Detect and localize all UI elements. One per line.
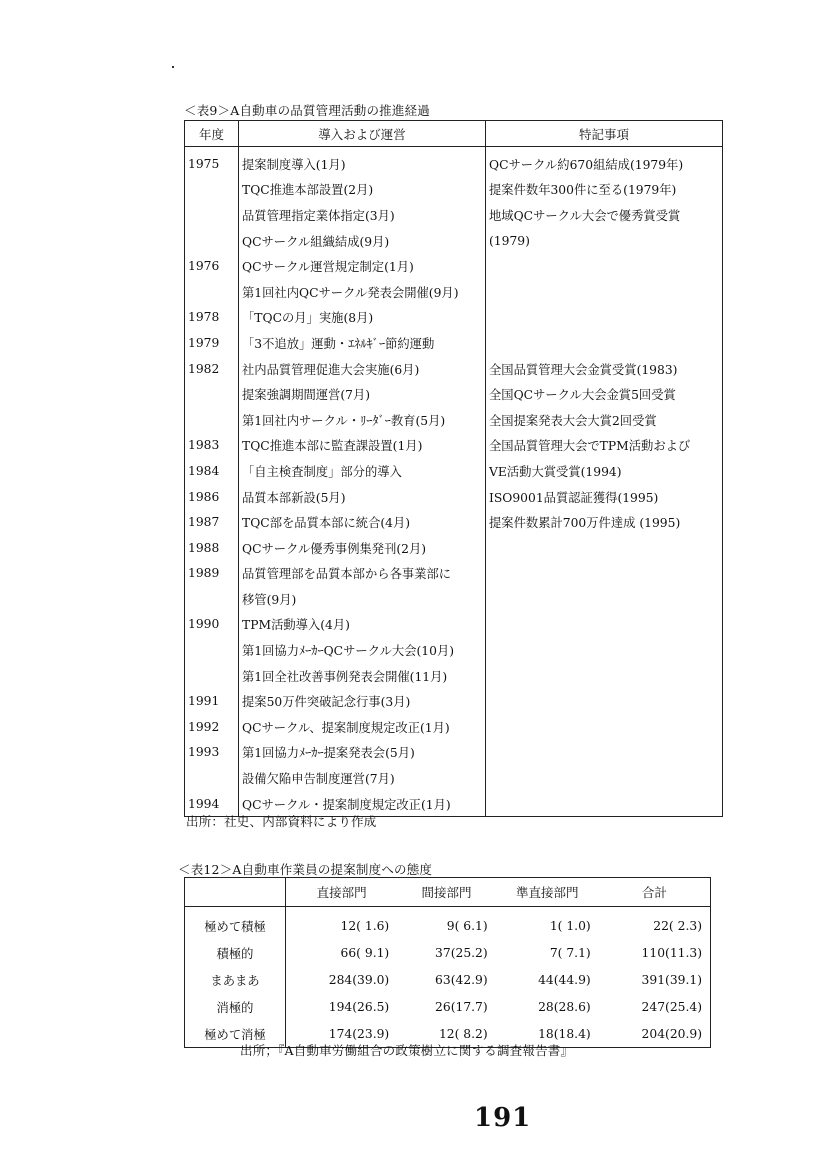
- table9-cell-year: [185, 663, 239, 689]
- table9-row: [185, 356, 723, 382]
- table9-cell-intro: 第1回社内QCサークル発表会開催(9月): [239, 279, 486, 305]
- table9-cell-notes: 全国品質管理大会金賞受賞(1983): [486, 356, 723, 382]
- table9-cell-notes: 全国QCサークル大会金賞5回受賞: [486, 381, 723, 407]
- table9-cell-year: 1983: [185, 433, 239, 459]
- table12-header-indirect: 間接部門: [397, 878, 495, 907]
- table9-cell-intro: 品質管理部を品質本部から各事業部に: [239, 561, 486, 587]
- table9-header-year: 年度: [185, 121, 239, 147]
- table9-cell-notes: VE活動大賞受賞(1994): [486, 458, 723, 484]
- table9-row: [185, 330, 723, 356]
- table9-row: [185, 612, 723, 638]
- table12-row: [185, 966, 711, 993]
- table9-row: [185, 458, 723, 484]
- table9-cell-notes: 全国品質管理大会でTPM活動および: [486, 433, 723, 459]
- table9-cell-year: 1991: [185, 688, 239, 714]
- table9-cell-intro: QCサークル優秀事例集発刊(2月): [239, 535, 486, 561]
- table9-cell-notes: 提案件数累計700万件達成 (1995): [486, 509, 723, 535]
- table9-row: [185, 509, 723, 535]
- table9-header-row: [185, 121, 723, 147]
- table9-row: [185, 407, 723, 433]
- table9-row: [185, 147, 723, 177]
- table12-cell-attitude: まあまあ: [185, 966, 286, 993]
- table9-cell-intro: 「3不追放」運動・ｴﾈﾙｷﾞｰ節約運動: [239, 330, 486, 356]
- table9-cell-intro: 「TQCの月」実施(8月): [239, 305, 486, 331]
- table9-header-intro: 導入および運営: [239, 121, 486, 147]
- table9-cell-intro: TPM活動導入(4月): [239, 612, 486, 638]
- table12-header-total: 合計: [599, 878, 711, 907]
- table12-cell-total: 247(25.4): [599, 993, 711, 1020]
- table9-cell-year: 1975: [185, 147, 239, 177]
- table9-row: [185, 484, 723, 510]
- table9-cell-year: 1988: [185, 535, 239, 561]
- table12-cell-total: 204(20.9): [599, 1020, 711, 1048]
- table12-cell-indirect: 37(25.2): [435, 945, 488, 960]
- table9-cell-year: 1987: [185, 509, 239, 535]
- table9-caption: ＜表9＞A自動車の品質管理活動の推進経過: [184, 103, 430, 118]
- table9-cell-notes: 提案件数年300件に至る(1979年): [486, 177, 723, 203]
- table9-row: [185, 586, 723, 612]
- table12-cell-direct: 66( 9.1): [340, 945, 390, 960]
- table9-cell-notes: [486, 637, 723, 663]
- table9-row: [185, 177, 723, 203]
- table12-row: [185, 993, 711, 1020]
- table9-cell-notes: [486, 305, 723, 331]
- table12-cell-semidirect: 1( 1.0): [549, 918, 591, 933]
- table9-row: [185, 433, 723, 459]
- table9-cell-year: [185, 202, 239, 228]
- table9-cell-intro: 第1回協力ﾒｰｶｰ提案発表会(5月): [239, 740, 486, 766]
- table12-cell-indirect: 9( 6.1): [446, 918, 488, 933]
- table9-cell-intro: 第1回全社改善事例発表会開催(11月): [239, 663, 486, 689]
- table9-cell-intro: TQC推進本部に監査課設置(1月): [239, 433, 486, 459]
- table9-cell-intro: 提案50万件突破記念行事(3月): [239, 688, 486, 714]
- table12-header-row: [185, 878, 711, 907]
- table9-header-notes: 特記事項: [486, 121, 723, 147]
- table9-cell-notes: [486, 279, 723, 305]
- table9-row: [185, 663, 723, 689]
- table9-cell-notes: [486, 663, 723, 689]
- table9-cell-year: [185, 381, 239, 407]
- table12-cell-indirect: 26(17.7): [435, 999, 488, 1014]
- table9-cell-notes: QCサークル約670組結成(1979年): [486, 147, 723, 177]
- table9-row: [185, 688, 723, 714]
- table9-cell-notes: (1979): [486, 228, 723, 254]
- table9-cell-intro: 提案制度導入(1月): [239, 147, 486, 177]
- table9-cell-notes: [486, 561, 723, 587]
- table9-cell-year: 1994: [185, 791, 239, 817]
- table9: [184, 120, 723, 817]
- table12-cell-semidirect: 44(44.9): [538, 972, 591, 987]
- table9-cell-intro: QCサークル組織結成(9月): [239, 228, 486, 254]
- table9-cell-year: [185, 637, 239, 663]
- table9-row: [185, 381, 723, 407]
- table9-cell-intro: 「自主検査制度」部分的導入: [239, 458, 486, 484]
- table12-row: [185, 939, 711, 966]
- table9-row: [185, 253, 723, 279]
- table9-cell-intro: 設備欠陥申告制度運営(7月): [239, 765, 486, 791]
- table9-cell-year: [185, 407, 239, 433]
- table9-cell-year: 1979: [185, 330, 239, 356]
- table9-row: [185, 740, 723, 766]
- table9-cell-year: 1976: [185, 253, 239, 279]
- table9-cell-year: [185, 177, 239, 203]
- table9-cell-intro: 提案強調期間運営(7月): [239, 381, 486, 407]
- table12-cell-total: 22( 2.3): [599, 907, 711, 940]
- table9-cell-notes: [486, 714, 723, 740]
- table9-cell-intro: QCサークル、提案制度規定改正(1月): [239, 714, 486, 740]
- table12-cell-attitude: 積極的: [185, 939, 286, 966]
- table12-cell-indirect: 63(42.9): [435, 972, 488, 987]
- table12-cell-direct: 12( 1.6): [340, 918, 390, 933]
- table9-cell-year: 1984: [185, 458, 239, 484]
- scan-speck: [172, 66, 174, 68]
- table9-cell-year: 1982: [185, 356, 239, 382]
- table12-cell-direct: 174(23.9): [286, 1020, 398, 1048]
- table12-cell-total: 110(11.3): [599, 939, 711, 966]
- table9-cell-intro: QCサークル運営規定制定(1月): [239, 253, 486, 279]
- table9-row: [185, 561, 723, 587]
- table12-row: [185, 907, 711, 940]
- table12-cell-direct: 284(39.0): [328, 972, 390, 987]
- table9-row: [185, 637, 723, 663]
- table9-cell-notes: [486, 535, 723, 561]
- table9-cell-intro: 社内品質管理促進大会実施(6月): [239, 356, 486, 382]
- table12-cell-indirect: 12( 8.2): [397, 1020, 495, 1048]
- table9-cell-year: 1990: [185, 612, 239, 638]
- table12-cell-semidirect: 28(28.6): [538, 999, 591, 1014]
- table9-cell-year: [185, 228, 239, 254]
- table9-cell-year: [185, 586, 239, 612]
- table9-cell-notes: ISO9001品質認証獲得(1995): [486, 484, 723, 510]
- table12-header-corner: [185, 878, 286, 907]
- table9-cell-notes: 全国提案発表大会大賞2回受賞: [486, 407, 723, 433]
- table9-cell-year: 1992: [185, 714, 239, 740]
- table12-cell-semidirect: 18(18.4): [496, 1020, 599, 1048]
- table9-cell-notes: [486, 330, 723, 356]
- table12-cell-direct: 194(26.5): [328, 999, 390, 1014]
- table12-cell-attitude: 消極的: [185, 993, 286, 1020]
- table12-cell-attitude: 極めて消極: [185, 1020, 286, 1048]
- table9-cell-notes: [486, 765, 723, 791]
- table9-cell-year: 1986: [185, 484, 239, 510]
- table12-cell-semidirect: 7( 7.1): [549, 945, 591, 960]
- table9-row: [185, 202, 723, 228]
- table9-cell-notes: [486, 612, 723, 638]
- table9-cell-notes: [486, 791, 723, 817]
- table9-cell-year: 1993: [185, 740, 239, 766]
- table9-cell-notes: [486, 586, 723, 612]
- table12-cell-total: 391(39.1): [599, 966, 711, 993]
- table9-cell-intro: 品質管理指定業体指定(3月): [239, 202, 486, 228]
- table12: [184, 877, 711, 1048]
- table9-cell-intro: 第1回社内サークル・ﾘｰﾀﾞｰ教育(5月): [239, 407, 486, 433]
- table9-row: [185, 714, 723, 740]
- table9-row: [185, 305, 723, 331]
- table9-cell-year: [185, 765, 239, 791]
- table12-header-semidirect: 準直接部門: [496, 878, 599, 907]
- table9-cell-notes: [486, 740, 723, 766]
- table9-cell-notes: [486, 253, 723, 279]
- table9-cell-intro: 第1回協力ﾒｰｶｰQCサークル大会(10月): [239, 637, 486, 663]
- table9-row: [185, 765, 723, 791]
- table12-cell-attitude: 極めて積極: [185, 907, 286, 940]
- table9-cell-intro: 品質本部新設(5月): [239, 484, 486, 510]
- table9-cell-notes: 地域QCサークル大会で優秀賞受賞: [486, 202, 723, 228]
- table12-header-direct: 直接部門: [286, 878, 398, 907]
- table9-cell-year: 1989: [185, 561, 239, 587]
- table12-source: 出所；『A自動車労働組合の政策樹立に関する調査報告書』: [240, 1043, 574, 1058]
- table9-cell-notes: [486, 688, 723, 714]
- table9-cell-intro: TQC部を品質本部に統合(4月): [239, 509, 486, 535]
- table9-source: 出所：社史、内部資料により作成: [186, 814, 377, 829]
- table9-row: [185, 535, 723, 561]
- table9-cell-intro: TQC推進本部設置(2月): [239, 177, 486, 203]
- table9-cell-intro: QCサークル・提案制度規定改正(1月): [239, 791, 486, 817]
- table9-row: [185, 228, 723, 254]
- page-number: 191: [474, 1103, 532, 1133]
- table9-cell-year: [185, 279, 239, 305]
- table9-cell-intro: 移管(9月): [239, 586, 486, 612]
- table9-cell-year: 1978: [185, 305, 239, 331]
- table12-caption: ＜表12＞A自動車作業員の提案制度への態度: [178, 862, 433, 877]
- table9-row: [185, 279, 723, 305]
